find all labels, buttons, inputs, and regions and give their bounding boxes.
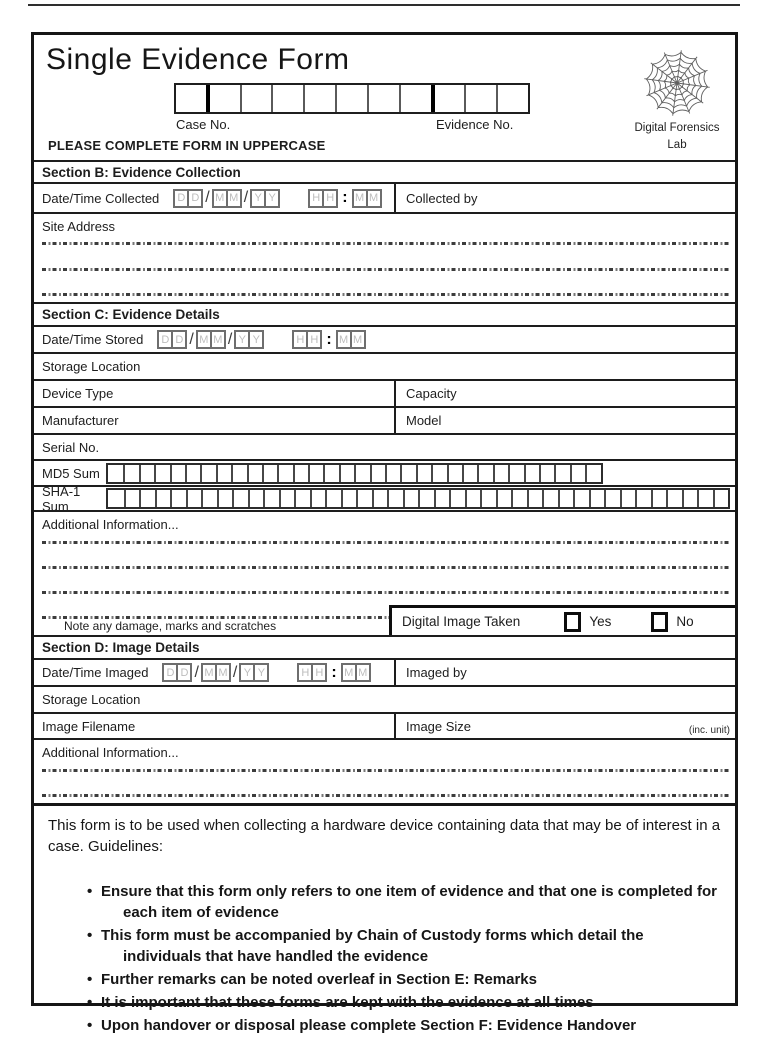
date-digit-box[interactable]: H	[297, 663, 313, 682]
sha1-cell[interactable]	[558, 490, 574, 507]
sha1-cell[interactable]	[186, 490, 202, 507]
sha1-cell[interactable]	[604, 490, 620, 507]
date-digit-box[interactable]: Y	[239, 663, 255, 682]
date-digit-box[interactable]: Y	[234, 330, 250, 349]
date-digit-box[interactable]: M	[215, 663, 231, 682]
md5-cell[interactable]	[570, 465, 585, 482]
sha1-cell[interactable]	[232, 490, 248, 507]
md5-cell[interactable]	[508, 465, 523, 482]
row-md5	[34, 459, 735, 485]
date-digit-box[interactable]: M	[366, 189, 382, 208]
datetime-stored-field[interactable]	[34, 327, 735, 352]
sha1-cell[interactable]	[155, 490, 171, 507]
sha1-cell[interactable]	[527, 490, 543, 507]
sha1-cell[interactable]	[651, 490, 667, 507]
guideline-item: • Further remarks can be noted overleaf in Section E: Remarks	[48, 969, 721, 990]
md5-cell[interactable]	[554, 465, 569, 482]
date-separator: /	[205, 189, 210, 206]
single-evidence-form	[31, 32, 738, 1035]
row-datetime-stored	[34, 325, 735, 352]
section-d-title: Section D: Image Details	[42, 640, 200, 655]
sha1-cell[interactable]	[697, 490, 713, 507]
write-line[interactable]	[42, 591, 729, 594]
write-line[interactable]	[42, 268, 729, 271]
datetime-collected-label: Date/Time Collected	[42, 190, 160, 206]
md5-label: MD5 Sum	[42, 465, 100, 481]
date-separator: :	[331, 663, 337, 681]
additional-info-label-d: Additional Information...	[42, 745, 179, 760]
sha1-cell[interactable]	[666, 490, 682, 507]
date-separator: /	[189, 330, 194, 348]
md5-cell[interactable]	[108, 465, 123, 482]
storage-location-label-d: Storage Location	[42, 692, 141, 707]
capacity-field[interactable]	[394, 381, 735, 406]
md5-cell[interactable]	[447, 465, 462, 482]
case-evidence-cell[interactable]	[399, 85, 431, 112]
lab-logo	[625, 47, 729, 153]
md5-cell[interactable]	[123, 465, 138, 482]
guideline-item: • Ensure that this form only refers to one item of evidence and that one is completed for each item of evidence	[48, 881, 721, 923]
sha1-cell[interactable]	[511, 490, 527, 507]
date-boxes-collected	[173, 189, 381, 208]
date-digit-box[interactable]: M	[352, 189, 368, 208]
md5-cell[interactable]	[139, 465, 154, 482]
guideline-item: • Upon handover or disposal please complete Section F: Evidence Handover	[48, 1015, 721, 1036]
md5-cell[interactable]	[185, 465, 200, 482]
serial-no-label: Serial No.	[42, 439, 100, 455]
datetime-collected-field[interactable]	[34, 184, 394, 212]
date-separator: :	[326, 330, 332, 348]
imaged-by-label: Imaged by	[406, 665, 467, 680]
md5-cell[interactable]	[154, 465, 169, 482]
md5-cell[interactable]	[262, 465, 277, 482]
yes-checkbox[interactable]	[564, 612, 581, 632]
manufacturer-field[interactable]	[34, 408, 394, 433]
sha1-cell[interactable]	[108, 490, 124, 507]
md5-cell[interactable]	[231, 465, 246, 482]
case-evidence-cell[interactable]	[367, 85, 399, 112]
date-separator: :	[342, 189, 348, 206]
sha1-cell[interactable]	[263, 490, 279, 507]
imaged-by-field[interactable]	[394, 660, 735, 685]
date-digit-box[interactable]: Y	[248, 330, 264, 349]
sha1-cell[interactable]	[542, 490, 558, 507]
date-digit-box[interactable]: D	[173, 189, 189, 208]
md5-cell[interactable]	[585, 465, 600, 482]
md5-cell[interactable]	[170, 465, 185, 482]
sha1-cell[interactable]	[573, 490, 589, 507]
section-d-header	[34, 635, 735, 658]
device-type-field[interactable]	[34, 381, 394, 406]
sha1-cell[interactable]	[294, 490, 310, 507]
date-digit-box[interactable]: H	[308, 189, 324, 208]
sha1-cell[interactable]	[418, 490, 434, 507]
md5-cell[interactable]	[385, 465, 400, 482]
date-separator: /	[194, 663, 199, 681]
collected-by-field[interactable]	[394, 184, 735, 212]
guidelines-intro: This form is to be used when collecting a hardware device containing data that may be of interest in a case. Guidelines:	[48, 817, 721, 855]
date-digit-box[interactable]: H	[306, 330, 322, 349]
manufacturer-label: Manufacturer	[42, 413, 119, 428]
date-boxes-imaged	[162, 663, 370, 682]
image-filename-field[interactable]	[34, 714, 394, 738]
model-label: Model	[406, 413, 442, 428]
md5-strip	[106, 463, 603, 484]
collected-by-label: Collected by	[406, 190, 478, 206]
date-digit-box[interactable]: M	[350, 330, 366, 349]
md5-cell[interactable]	[416, 465, 431, 482]
image-size-field[interactable]	[394, 714, 735, 738]
md5-cell[interactable]	[493, 465, 508, 482]
date-digit-box[interactable]: M	[226, 189, 242, 208]
md5-cell[interactable]	[431, 465, 446, 482]
datetime-imaged-label: Date/Time Imaged	[42, 665, 149, 680]
row-device-capacity	[34, 379, 735, 406]
section-b-header	[34, 160, 735, 182]
sha1-cell[interactable]	[449, 490, 465, 507]
md5-cell[interactable]	[524, 465, 539, 482]
sha1-cell[interactable]	[465, 490, 481, 507]
row-manufacturer-model	[34, 406, 735, 433]
row-filename-size	[34, 712, 735, 738]
write-line[interactable]	[42, 794, 729, 797]
guidelines-list	[48, 881, 721, 1036]
md5-cell[interactable]	[370, 465, 385, 482]
case-evidence-cell[interactable]	[176, 85, 206, 112]
model-field[interactable]	[394, 408, 735, 433]
device-type-label: Device Type	[42, 386, 114, 401]
sha1-cell[interactable]	[480, 490, 496, 507]
row-sha1	[34, 483, 735, 514]
sha1-cell[interactable]	[248, 490, 264, 507]
guideline-item: • This form must be accompanied by Chain of Custody forms which detail the individuals that have handled the evidence	[48, 925, 721, 967]
sha1-cell[interactable]	[496, 490, 512, 507]
storage-location-field-c[interactable]	[34, 352, 735, 379]
sha1-cell[interactable]	[139, 490, 155, 507]
date-separator: /	[227, 330, 233, 348]
write-line[interactable]	[42, 293, 729, 296]
additional-info-block-d[interactable]	[34, 738, 735, 803]
md5-cell[interactable]	[293, 465, 308, 482]
sha1-cell[interactable]	[635, 490, 651, 507]
date-digit-box[interactable]: D	[176, 663, 192, 682]
case-evidence-cell[interactable]	[496, 85, 528, 112]
md5-cell[interactable]	[216, 465, 231, 482]
sha1-cell[interactable]	[713, 490, 729, 507]
sha1-cell[interactable]	[279, 490, 295, 507]
date-digit-box[interactable]: D	[187, 189, 203, 208]
unit-note: (inc. unit)	[688, 725, 730, 736]
date-digit-box[interactable]: M	[212, 189, 228, 208]
write-line[interactable]	[42, 769, 729, 772]
date-digit-box[interactable]: H	[292, 330, 308, 349]
additional-info-label-c: Additional Information...	[42, 517, 179, 532]
logo-text-line1: Digital Forensics	[634, 122, 720, 134]
site-address-label: Site Address	[42, 219, 115, 234]
section-b-title: Section B: Evidence Collection	[42, 164, 241, 180]
sha1-cell[interactable]	[682, 490, 698, 507]
date-digit-box[interactable]: M	[201, 663, 217, 682]
storage-location-label-c: Storage Location	[42, 359, 141, 374]
site-address-block[interactable]	[34, 212, 735, 302]
sha1-cell[interactable]	[325, 490, 341, 507]
uppercase-instruction: PLEASE COMPLETE FORM IN UPPERCASE	[48, 138, 326, 153]
image-filename-label: Image Filename	[42, 718, 136, 734]
damage-note: Note any damage, marks and scratches	[64, 619, 277, 633]
sha1-label: SHA-1 Sum	[42, 483, 81, 514]
date-digit-box[interactable]: D	[171, 330, 187, 349]
case-evidence-cell[interactable]	[335, 85, 367, 112]
sha1-cell[interactable]	[310, 490, 326, 507]
evidence-no-label: Evidence No.	[436, 117, 514, 132]
date-digit-box[interactable]: Y	[253, 663, 269, 682]
date-digit-box[interactable]: M	[196, 330, 212, 349]
date-separator: /	[232, 663, 238, 681]
write-line[interactable]	[42, 541, 729, 544]
no-label: No	[676, 614, 694, 629]
md5-cell[interactable]	[277, 465, 292, 482]
additional-info-block-c[interactable]	[34, 510, 735, 635]
sha1-cell[interactable]	[387, 490, 403, 507]
date-digit-box[interactable]: D	[162, 663, 178, 682]
date-digit-box[interactable]: Y	[250, 189, 266, 208]
date-digit-box[interactable]: M	[341, 663, 357, 682]
date-digit-box[interactable]: M	[210, 330, 226, 349]
date-boxes-stored	[157, 330, 365, 349]
sha1-strip	[106, 488, 730, 509]
datetime-stored-label: Date/Time Stored	[42, 332, 144, 347]
date-digit-box[interactable]: Y	[264, 189, 280, 208]
section-c-header	[34, 302, 735, 325]
serial-no-field[interactable]	[34, 433, 735, 459]
section-c-title: Section C: Evidence Details	[42, 307, 220, 322]
yes-label: Yes	[589, 614, 612, 629]
digital-image-taken-label: Digital Image Taken	[402, 614, 521, 629]
sha1-cell[interactable]	[124, 490, 140, 507]
case-evidence-cell[interactable]	[464, 85, 496, 112]
digital-image-taken-box	[389, 605, 735, 635]
case-evidence-cell[interactable]	[303, 85, 335, 112]
md5-cell[interactable]	[308, 465, 323, 482]
sha1-cell[interactable]	[403, 490, 419, 507]
case-no-label: Case No.	[176, 117, 231, 132]
sha1-cell[interactable]	[372, 490, 388, 507]
image-size-label: Image Size	[406, 718, 472, 734]
date-digit-box[interactable]: M	[336, 330, 352, 349]
md5-cell[interactable]	[539, 465, 554, 482]
sha1-cell[interactable]	[434, 490, 450, 507]
storage-location-field-d[interactable]	[34, 685, 735, 712]
datetime-imaged-field[interactable]	[34, 660, 394, 685]
guideline-item: • It is important that these forms are kept with the evidence at all times	[48, 992, 721, 1013]
case-evidence-cell[interactable]	[431, 85, 465, 112]
form-title: Single Evidence Form	[46, 43, 350, 76]
spiderweb-icon	[625, 47, 729, 119]
date-digit-box[interactable]: H	[311, 663, 327, 682]
no-checkbox[interactable]	[651, 612, 668, 632]
row-datetime-imaged	[34, 658, 735, 685]
page-edge-line	[28, 4, 740, 6]
case-evidence-cell[interactable]	[271, 85, 303, 112]
md5-cell[interactable]	[462, 465, 477, 482]
form-header	[34, 35, 735, 160]
case-evidence-strip	[174, 83, 530, 114]
date-digit-box[interactable]: D	[157, 330, 173, 349]
sha1-cell[interactable]	[620, 490, 636, 507]
sha1-cell[interactable]	[341, 490, 357, 507]
logo-text-line2: Lab	[667, 138, 687, 151]
sha1-cell[interactable]	[356, 490, 372, 507]
md5-cell[interactable]	[200, 465, 215, 482]
md5-cell[interactable]	[247, 465, 262, 482]
md5-cell[interactable]	[477, 465, 492, 482]
capacity-label: Capacity	[406, 386, 457, 401]
case-evidence-cell[interactable]	[240, 85, 272, 112]
date-digit-box[interactable]: H	[322, 189, 338, 208]
md5-cell[interactable]	[354, 465, 369, 482]
write-line[interactable]	[42, 566, 729, 569]
md5-cell[interactable]	[400, 465, 415, 482]
md5-cell[interactable]	[323, 465, 338, 482]
sha1-cell[interactable]	[170, 490, 186, 507]
write-line[interactable]	[42, 242, 729, 245]
sha1-cell[interactable]	[217, 490, 233, 507]
case-evidence-cell[interactable]	[206, 85, 240, 112]
guidelines-section	[34, 803, 735, 1038]
date-digit-box[interactable]: M	[355, 663, 371, 682]
row-datetime-collected	[34, 182, 735, 212]
sha1-cell[interactable]	[201, 490, 217, 507]
md5-cell[interactable]	[339, 465, 354, 482]
date-separator: /	[243, 189, 249, 206]
sha1-cell[interactable]	[589, 490, 605, 507]
